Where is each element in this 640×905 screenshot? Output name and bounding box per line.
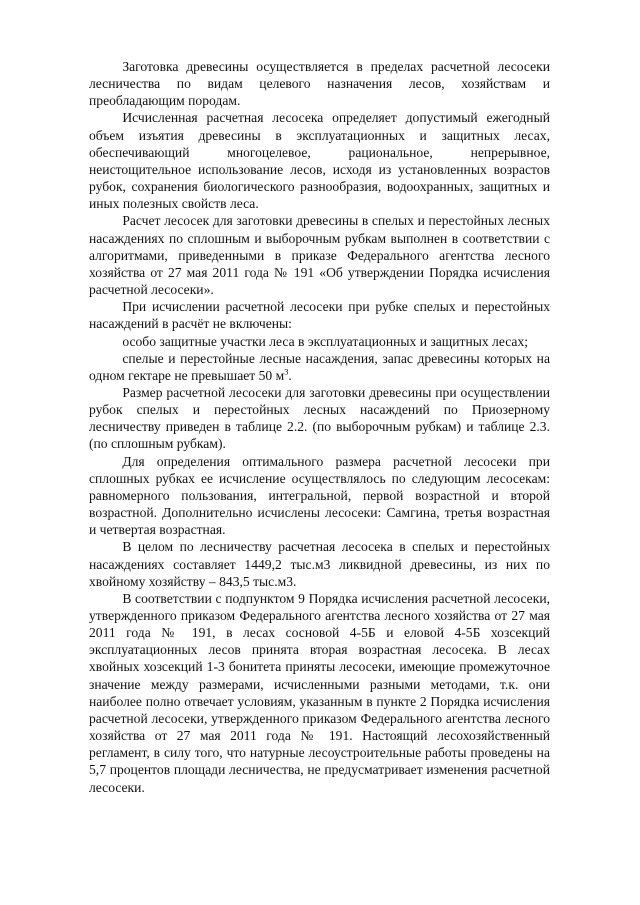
paragraph-optimal-cut-methods: Для определения оптимального размера расчетной лесосеки при сплошных рубках ее исчисление осуществлялось по следующим лесосекам: равномерного пользования, интегральной, первой возрастной и второй возрастной. Дополнительно исчислены лесосеки: Самгина, третья возрастная и четвертая возрастная. [89,453,550,538]
list-item-low-stock-end: . [288,367,292,383]
list-item-low-stock-stands [89,350,550,384]
paragraph-cut-size-tables: Размер расчетной лесосеки для заготовки древесины при осуществлении рубок спелых и перестойных лесных насаждений по Приозерному лесничеству приведен в таблице 2.2. (по выборочным рубкам) и таблице 2.3. (по сплошным рубкам). [89,384,550,452]
paragraph-exclusions-intro: При исчислении расчетной лесосеки при рубке спелых и перестойных насаждений в расчёт не включены: [89,299,550,332]
cubic-superscript: 3 [284,366,289,377]
paragraph-allowable-cut-definition: Исчисленная расчетная лесосека определяет допустимый ежегодный объем изъятия древесины в эксплуатационных и защитных лесах, обеспечивающий многоцелевое, рациональное, непрерывное, неистощительное использование лесов, исходя из установленных возрастов рубок, сохранения биологического разнообразия, водоохранных, защитных и иных полезных свойств леса. [89,110,550,212]
list-item-low-stock-text: спелые и перестойные лесные насаждения, запас древесины которых на одном гектаре не превышает 50 м [89,350,550,383]
paragraph-regulation-compliance: В соответствии с подпунктом 9 Порядка исчисления расчетной лесосеки, утвержденного приказом Федерального агентства лесного хозяйства от 27 мая 2011 года № 191, в лесах сосновой 4-5Б и еловой 4-5Б хозсекций эксплуатационных лесов принята вторая возрастная лесосека. В лесах хвойных хозсекций 1-3 бонитета приняты лесосеки, имеющие промежуточное значение между размерами, исчисленными разными методами, т.к. они наиболее полно отвечает условиям, указанным в пункте 2 Порядка исчисления расчетной лесосеки, утвержденного приказом Федерального агентства лесного хозяйства от 27 мая 2011 года № 191. Настоящий лесохозяйственный регламент, в силу того, что натурные лесоустроительные работы проведены на 5,7 процентов площади лесничества, не предусматривает изменения расчетной лесосеки. [89,590,550,795]
paragraph-calculation-method: Расчет лесосек для заготовки древесины в спелых и перестойных лесных насаждениях по сплошным и выборочным рубкам выполнен в соответствии с алгоритмами, приведенными в приказе Федерального агентства лесного хозяйства от 27 мая 2011 года № 191 «Об утверждении Порядка исчисления расчетной лесосеки». [89,213,550,298]
paragraph-timber-harvesting-limits: Заготовка древесины осуществляется в пределах расчетной лесосеки лесничества по видам целевого назначения лесов, хозяйствам и преобладающим породам. [89,59,550,109]
list-item-protective-areas: особо защитные участки леса в эксплуатационных и защитных лесах; [122,333,529,349]
paragraph-total-allowable-cut: В целом по лесничеству расчетная лесосека в спелых и перестойных насаждениях составляет 1449,2 тыс.м3 ликвидной древесины, из них по хвойному хозяйству – 843,5 тыс.м3. [89,539,550,589]
